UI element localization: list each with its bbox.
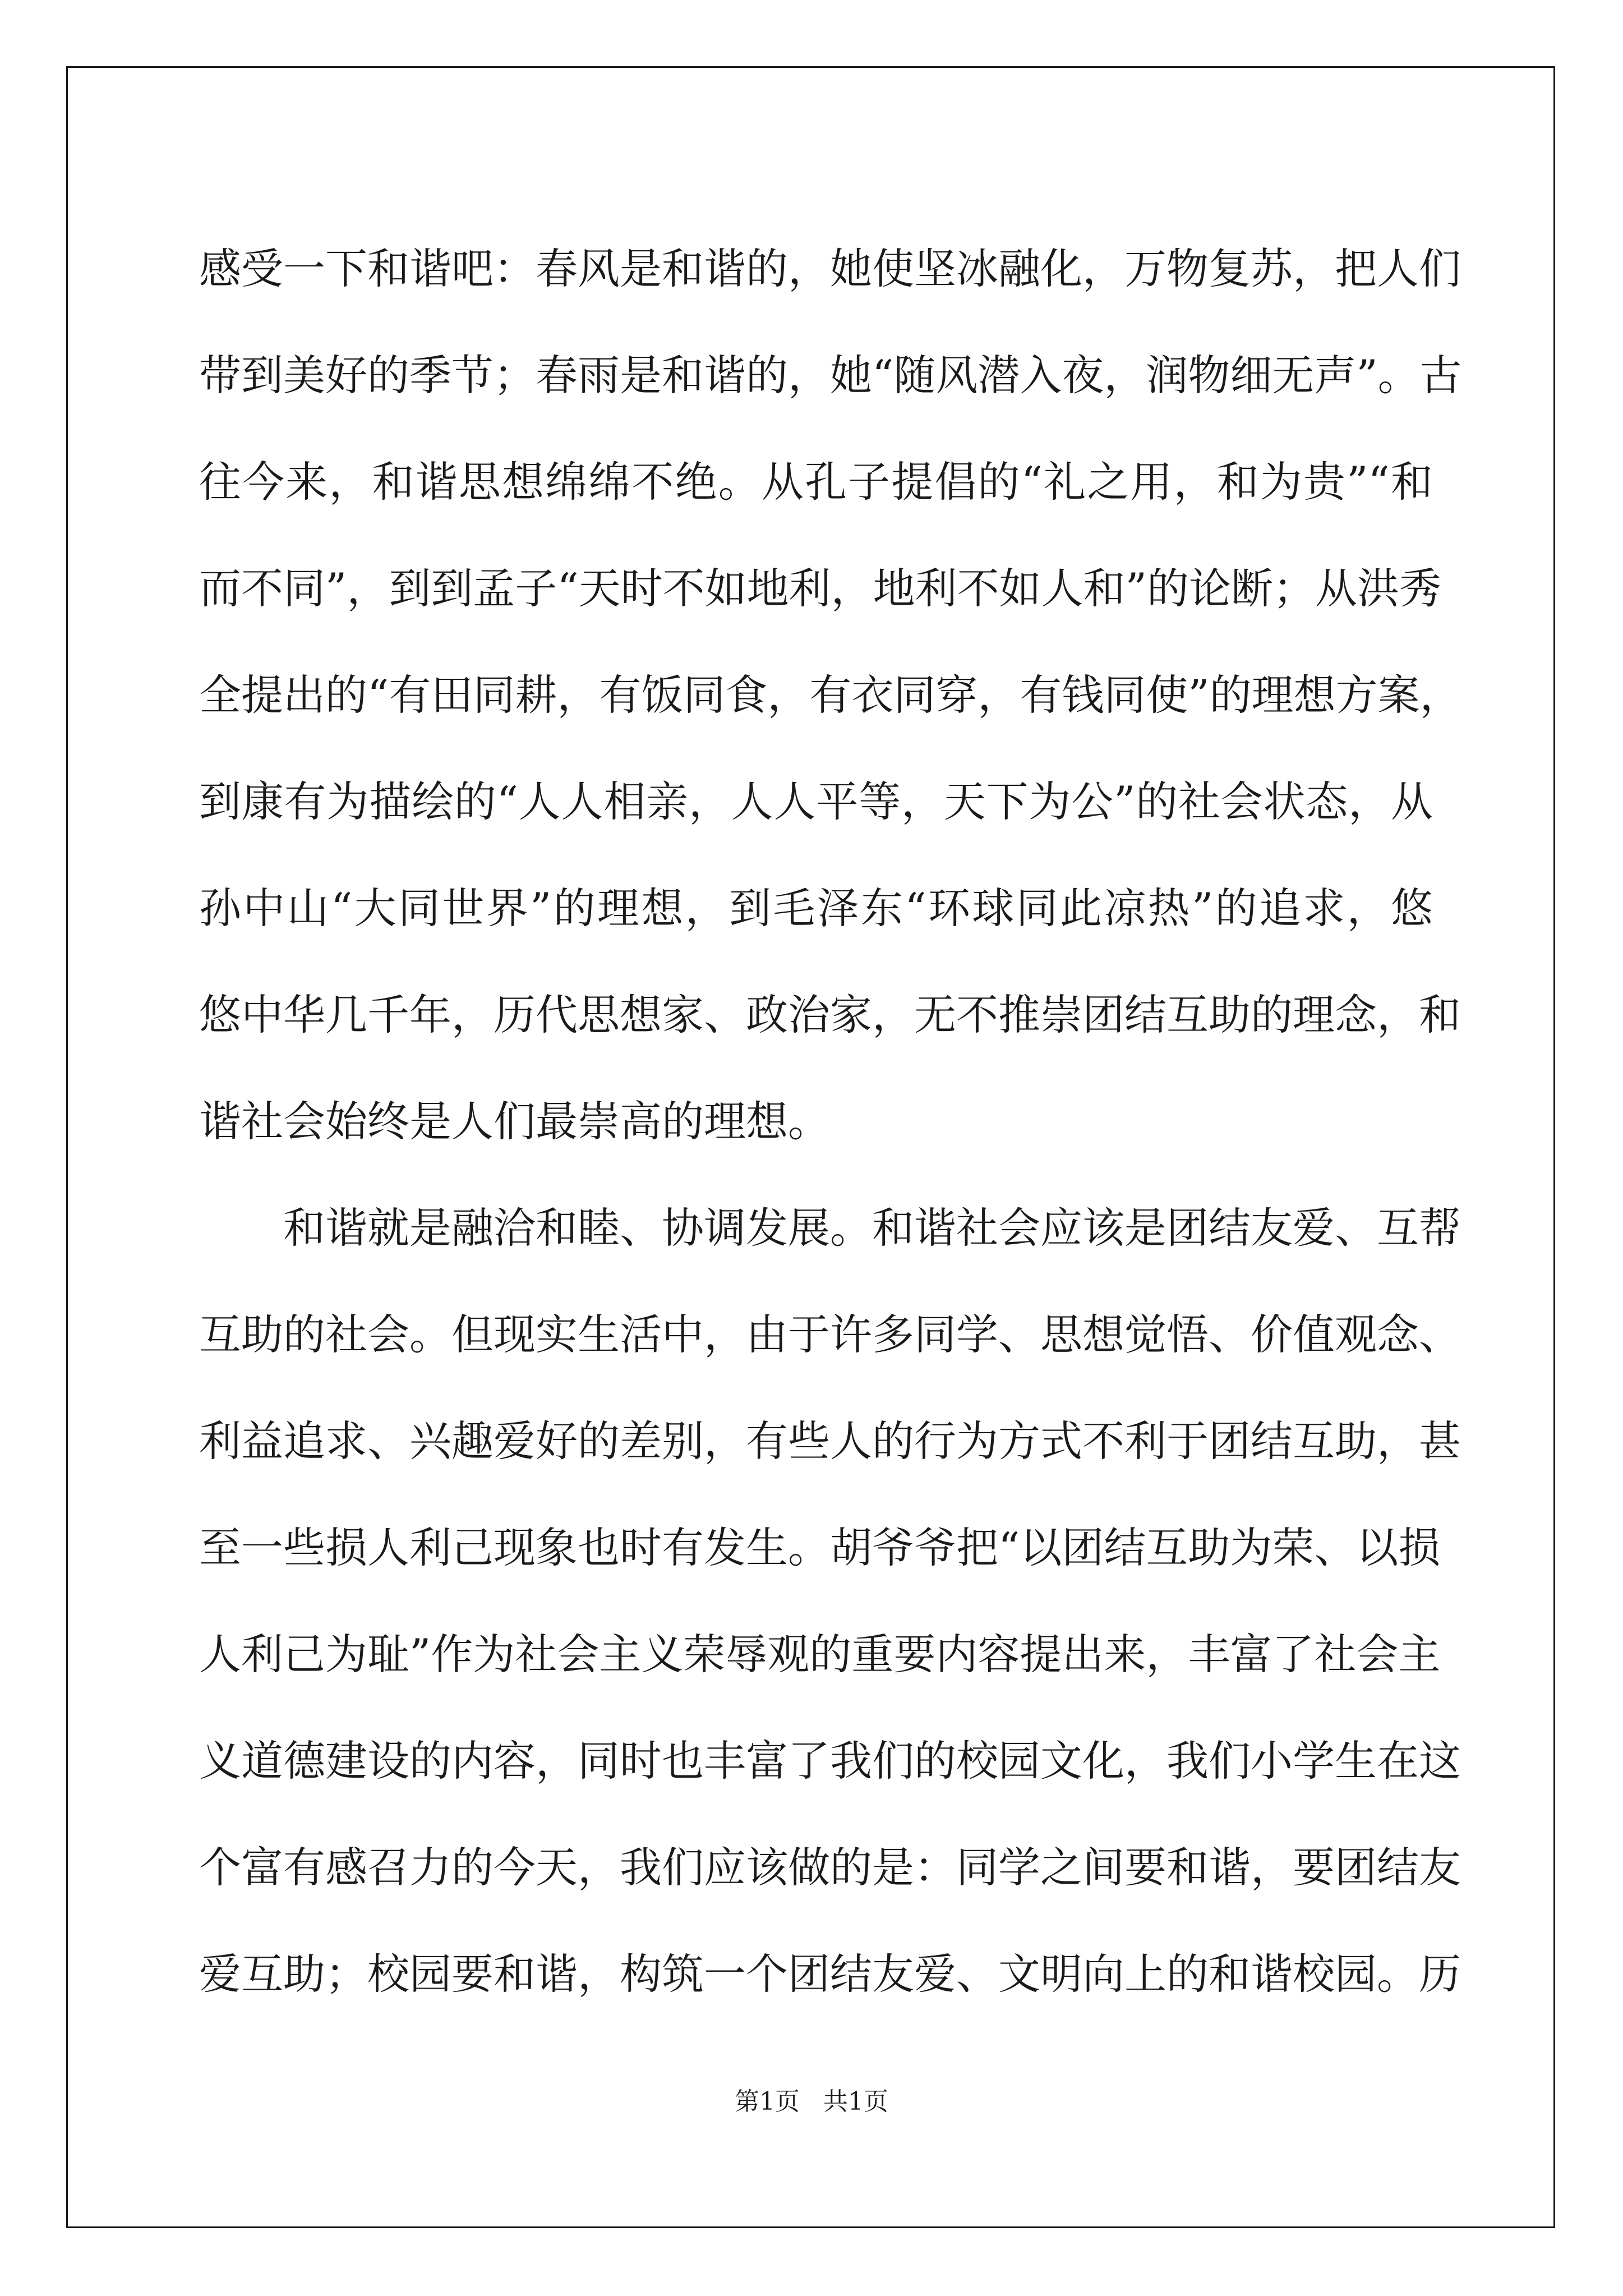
text-line: 往今来，和谐思想绵绵不绝。从孔子提倡的“礼之用，和为贵”“和 xyxy=(199,457,1433,507)
text-line: 全提出的“有田同耕，有饭同食，有衣同穿，有钱同使”的理想方案， xyxy=(199,670,1462,720)
text-line: 孙中山“大同世界”的理想，到毛泽东“环球同此凉热”的追求，悠 xyxy=(199,884,1433,933)
text-line: 义道德建设的内容，同时也丰富了我们的校园文化，我们小学生在这 xyxy=(199,1736,1461,1786)
paragraph-1 xyxy=(199,215,1462,1175)
text-line: 至一些损人利己现象也时有发生。胡爷爷把“以团结互助为荣、以损 xyxy=(199,1523,1441,1572)
page-total: 共1页 xyxy=(823,2087,888,2116)
text-line: 到康有为描绘的“人人相亲，人人平等，天下为公”的社会状态，从 xyxy=(199,777,1433,826)
document-body xyxy=(199,215,1462,2027)
paragraph-2 xyxy=(199,1175,1461,2027)
text-line: 带到美好的季节；春雨是和谐的，她“随风潜入夜，润物细无声”。古 xyxy=(199,351,1462,400)
text-line: 互助的社会。但现实生活中，由于许多同学、思想觉悟、价值观念、 xyxy=(199,1310,1461,1359)
text-line: 人利己为耻”作为社会主义荣辱观的重要内容提出来，丰富了社会主 xyxy=(199,1630,1441,1679)
text-line: 谐社会始终是人们最崇高的理想。 xyxy=(199,1097,831,1146)
page-number: 第1页 xyxy=(735,2087,800,2116)
text-line: 而不同”，到到孟子“天时不如地利，地利不如人和”的论断；从洪秀 xyxy=(199,564,1442,613)
text-line: 悠中华几千年，历代思想家、政治家，无不推崇团结互助的理念，和 xyxy=(199,990,1461,1039)
page-footer xyxy=(0,2081,1623,2117)
text-line: 和谐就是融洽和睦、协调发展。和谐社会应该是团结友爱、互帮 xyxy=(199,1203,1461,1253)
text-line: 爱互助；校园要和谐，构筑一个团结友爱、文明向上的和谐校园。历 xyxy=(199,1949,1461,1999)
text-line: 感受一下和谐吧：春风是和谐的，她使坚冰融化，万物复苏，把人们 xyxy=(199,244,1461,293)
text-line: 利益追求、兴趣爱好的差别，有些人的行为方式不利于团结互助，甚 xyxy=(199,1416,1461,1466)
text-line: 个富有感召力的今天，我们应该做的是：同学之间要和谐，要团结友 xyxy=(199,1843,1461,1892)
